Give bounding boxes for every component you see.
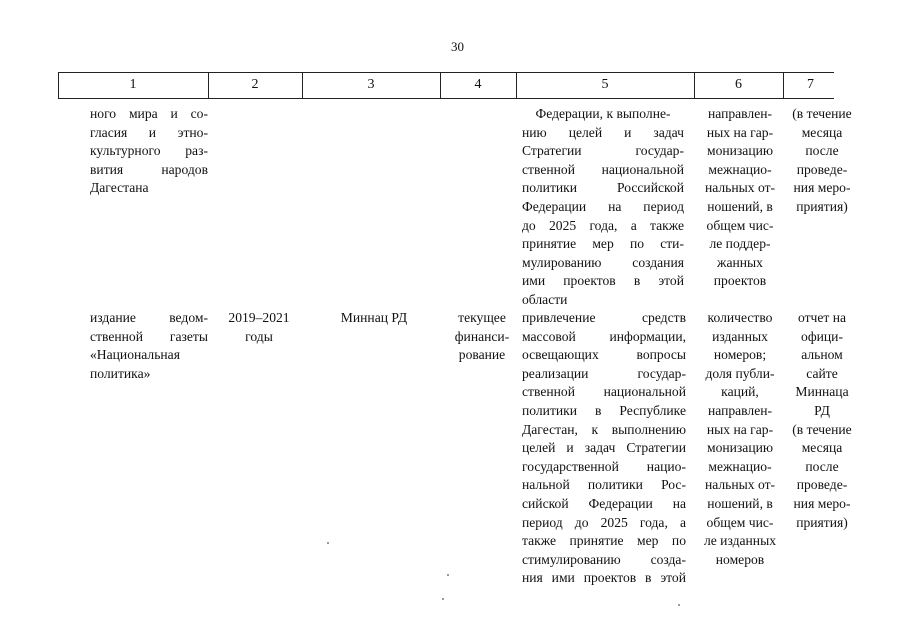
header-col-3: 3 (367, 77, 375, 92)
header-col-2: 2 (251, 77, 259, 92)
text-line: вития народов (90, 161, 208, 177)
text-line: доля публи- (705, 365, 775, 381)
header-col-1: 1 (129, 77, 137, 92)
text-line: монизацию (706, 440, 774, 456)
text-line: номеров; (713, 347, 767, 363)
text-line: Дагестана (90, 180, 149, 196)
text-line: период до 2025 года, а (522, 514, 686, 530)
text-line: нальных от- (704, 180, 776, 196)
text-line: привлечение средств (522, 310, 686, 325)
text-line: государственной нацио- (522, 458, 686, 474)
text-line: Миннац РД (340, 310, 408, 325)
row2-funding (446, 309, 518, 365)
text-line: альном (801, 347, 843, 363)
scan-speck (442, 598, 444, 600)
table-header-bottom-rule (58, 98, 834, 99)
text-line: до 2025 года, а также (522, 217, 684, 233)
row2-deadline (214, 309, 304, 346)
text-line: финанси- (454, 328, 510, 344)
text-line: реализации государ- (522, 365, 686, 381)
row1-indicator (696, 105, 784, 291)
text-line: общем чис- (706, 514, 774, 530)
text-line: ственной национальной (522, 384, 686, 400)
text-line: количество (707, 310, 773, 325)
text-line: месяца (801, 440, 843, 456)
text-line: области (522, 291, 568, 307)
text-line: после (805, 143, 839, 159)
text-line: монизацию (706, 143, 774, 159)
text-line: приятия) (796, 198, 848, 214)
text-line: сийской Федерации на (522, 495, 686, 511)
text-line: Стратегии государ- (522, 143, 684, 159)
text-line: ственной газеты (90, 328, 208, 344)
text-line: изданных (712, 328, 768, 344)
text-line: годы (245, 328, 273, 344)
text-line: приятия) (796, 514, 848, 530)
header-col-5: 5 (601, 77, 609, 92)
text-line: ле поддер- (709, 236, 771, 252)
header-col-4: 4 (474, 77, 482, 92)
text-line: (в течение (792, 421, 852, 437)
text-line: мулированию создания (522, 254, 684, 270)
text-line: целей и задач Стратегии (522, 440, 686, 456)
table-header-row (58, 72, 834, 98)
text-line: издание ведом- (90, 310, 208, 325)
text-line: «Национальная (90, 347, 180, 363)
text-line: ими проектов в этой (522, 273, 684, 289)
text-line: политика» (90, 365, 151, 381)
text-line: межнацио- (708, 161, 772, 177)
text-line: политики Российской (522, 180, 684, 196)
text-line: ных на гар- (706, 421, 774, 437)
page-number: 30 (451, 39, 464, 54)
text-line: каций, (721, 384, 759, 400)
row2-expected-result (522, 309, 686, 588)
row2-reporting (785, 309, 859, 532)
text-line: ственной национальной (522, 161, 684, 177)
text-line: номеров (715, 551, 765, 567)
text-line: 2019–2021 (228, 310, 290, 325)
row1-reporting (785, 105, 859, 217)
text-line: текущее (458, 310, 506, 325)
text-line: культурного раз- (90, 143, 208, 159)
text-line: РД (814, 402, 830, 418)
text-line: ношений, в (707, 495, 773, 511)
text-line: направлен- (707, 402, 773, 418)
text-line: после (805, 458, 839, 474)
row1-expected-result (522, 105, 684, 310)
text-line: политики в Республике (522, 402, 686, 418)
text-line: направлен- (707, 106, 773, 121)
text-line: принятие мер по сти- (522, 236, 684, 252)
text-line: месяца (801, 124, 843, 140)
text-line: Миннаца (795, 384, 849, 400)
text-line: Федерации на период (522, 198, 684, 214)
text-line: ния ими проектов в этой (522, 570, 686, 586)
text-line: жанных (717, 254, 763, 270)
text-line: ния меро- (793, 180, 851, 196)
scan-speck (327, 542, 329, 544)
text-line: нию целей и задач (522, 124, 684, 140)
text-line: нальной политики Рос- (522, 477, 686, 493)
text-line: отчет на (797, 310, 847, 325)
text-line: (в течение (792, 106, 852, 121)
text-line: массовой информации, (522, 328, 686, 344)
row2-executor (310, 309, 438, 328)
text-line: проведе- (796, 161, 848, 177)
text-line: стимулированию созда- (522, 551, 686, 567)
text-line: офици- (801, 328, 843, 344)
text-line: Федерации, к выполне- (535, 106, 671, 121)
text-line: также принятие мер по (522, 533, 686, 549)
text-line: ного мира и со- (90, 106, 208, 121)
text-line: проектов (713, 273, 767, 289)
text-line: общем чис- (706, 217, 774, 233)
text-line: рование (458, 347, 506, 363)
row2-measure-name (90, 309, 208, 383)
header-col-7: 7 (807, 77, 814, 92)
text-line: гласия и этно- (90, 124, 208, 140)
text-line: сайте (806, 365, 838, 381)
header-col-6: 6 (735, 77, 742, 92)
text-line: ных на гар- (706, 124, 774, 140)
text-line: ле изданных (703, 533, 777, 549)
text-line: освещающих вопросы (522, 347, 686, 363)
text-line: нальных от- (704, 477, 776, 493)
text-line: межнацио- (708, 458, 772, 474)
row2-indicator (696, 309, 784, 569)
row1-measure-name (90, 105, 208, 198)
text-line: проведе- (796, 477, 848, 493)
text-line: ношений, в (707, 198, 773, 214)
scan-speck (447, 574, 449, 576)
text-line: ния меро- (793, 495, 851, 511)
scan-speck (678, 604, 680, 606)
text-line: Дагестан, к выполнению (522, 421, 686, 437)
